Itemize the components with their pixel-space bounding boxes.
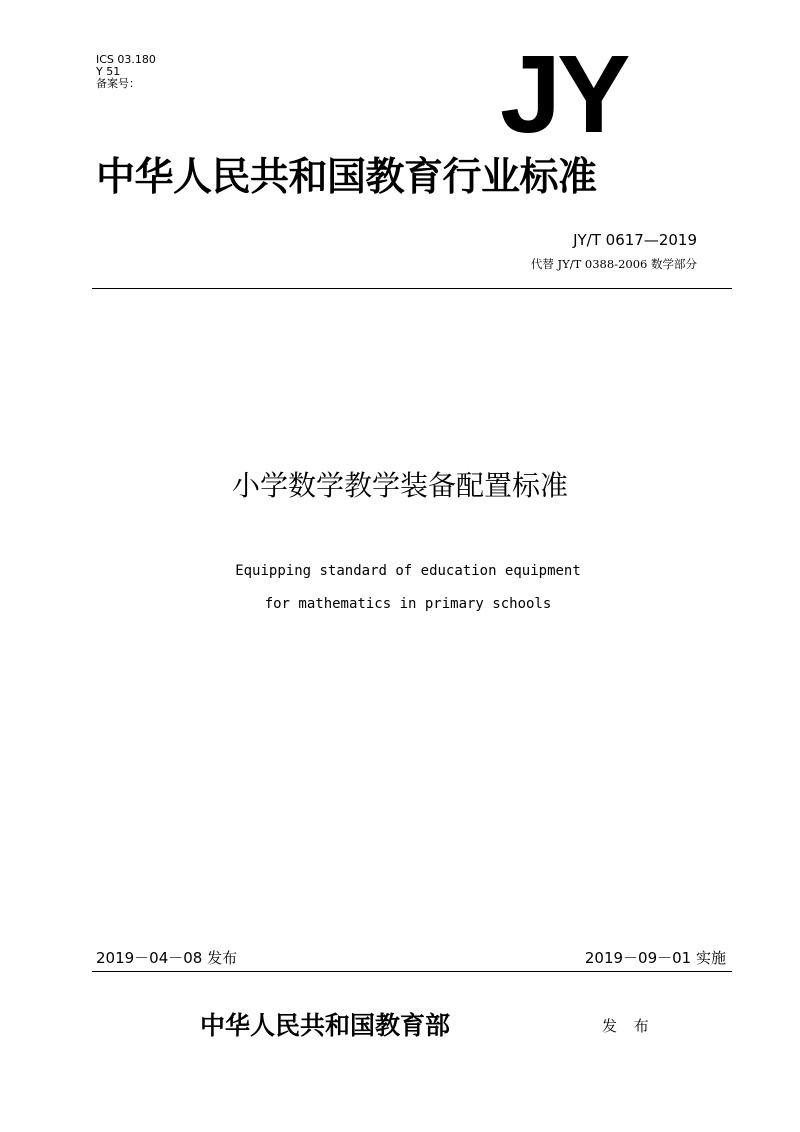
issuing-authority: 中华人民共和国教育部 <box>200 1011 451 1040</box>
issue-label: 发 布 <box>602 1017 655 1035</box>
implementation-date: 2019－09－01 实施 <box>584 949 726 967</box>
jy-logo: JY <box>500 33 627 156</box>
document-title-english-line1: Equipping standard of education equipment <box>235 563 581 579</box>
filing-number: 备案号： <box>96 77 140 90</box>
classification-code: Y 51 <box>96 65 121 78</box>
document-title-english-line2: for mathematics in primary schools <box>264 596 552 612</box>
classification-block <box>96 54 156 90</box>
top-divider <box>92 288 732 289</box>
document-title-chinese: 小学数学教学装备配置标准 <box>231 469 568 502</box>
ics-code: ICS 03.180 <box>96 53 156 66</box>
standard-number: JY/T 0617—2019 <box>573 231 697 249</box>
industry-standard-title: 中华人民共和国教育行业标准 <box>96 155 597 200</box>
bottom-divider <box>92 971 732 972</box>
release-date: 2019－04－08 发布 <box>96 949 238 967</box>
replaces-note: 代替 JY/T 0388-2006 数学部分 <box>530 257 697 271</box>
